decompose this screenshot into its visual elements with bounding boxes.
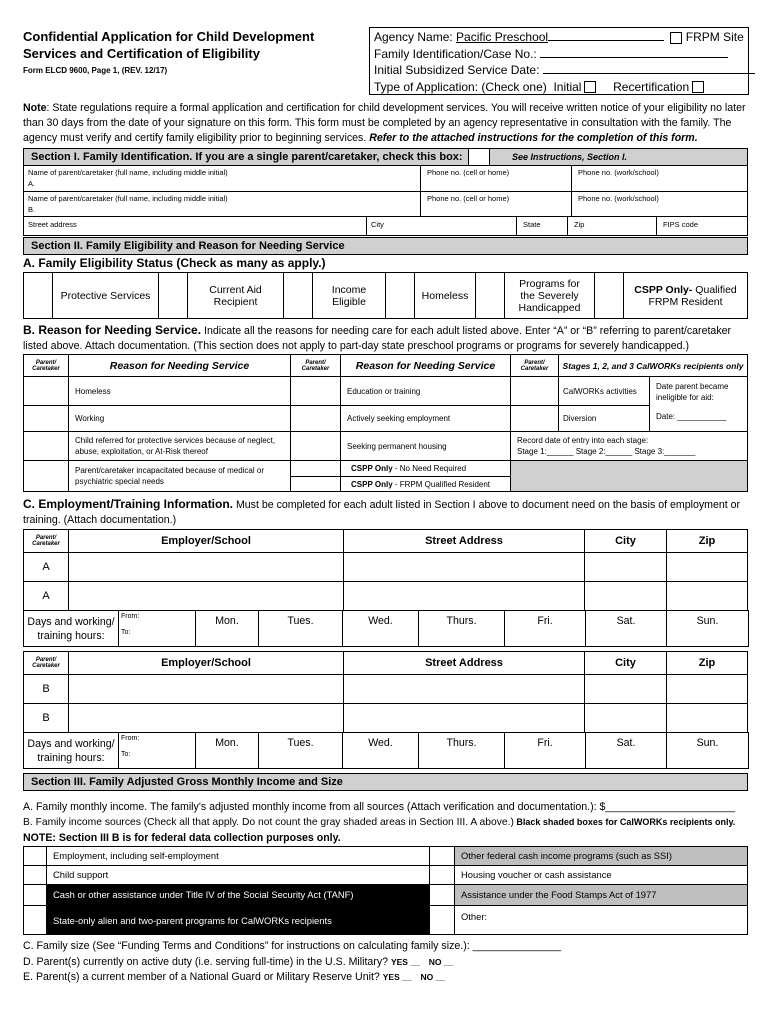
form-number: Form ELCD 9600, Page 1, (REV. 12/17): [23, 66, 168, 75]
day-1-b[interactable]: Tues.: [258, 732, 343, 769]
day-1-a[interactable]: Tues.: [258, 610, 343, 647]
source-ssi: Other federal cash income programs (such as SSI): [454, 846, 748, 866]
reason-seeking-housing: Seeking permanent housing: [340, 431, 511, 461]
agency-name[interactable]: Pacific Preschool: [456, 30, 549, 44]
housing-checkbox[interactable]: [429, 865, 455, 885]
reason-seeking-employment: Actively seeking employment: [340, 405, 511, 432]
recert-checkbox[interactable]: [692, 81, 704, 93]
status-protective: Protective Services: [52, 272, 159, 319]
reason-cspp-frpm: CSPP Only - FRPM Qualified Resident: [340, 476, 511, 492]
pc-header-2: Parent/ Caretaker: [290, 354, 341, 377]
reason-cspp-no-need: CSPP Only - No Need Required: [340, 460, 511, 477]
zip-field-b[interactable]: [666, 703, 748, 733]
parent-b-name-field[interactable]: Name of parent/caretaker (full name, including middle initial) B.: [23, 191, 421, 217]
employer-field-b[interactable]: [68, 674, 344, 704]
reason-protective: Child referred for protective services because of neglect, abuse, exploitation, or At-Risk thereof: [68, 431, 291, 461]
status-income: Income Eligible: [312, 272, 386, 319]
street-field-b[interactable]: [343, 674, 585, 704]
parent-b-phone-cell[interactable]: Phone no. (cell or home): [420, 191, 572, 217]
day-0-b[interactable]: Mon.: [195, 732, 259, 769]
family-id-field[interactable]: [540, 57, 728, 58]
agency-info: Agency Name: Pacific Preschool FRPM Site Family Identification/Case No.: Initial Subsidized Service Date: Type of Application: (Check one) Initial Recertification: [374, 29, 755, 95]
street-field-a[interactable]: [343, 552, 585, 582]
city-header-a: City: [584, 529, 667, 553]
pc-education[interactable]: [290, 376, 341, 406]
child-support-checkbox[interactable]: [23, 865, 47, 885]
zip-field[interactable]: Zip: [567, 216, 657, 236]
source-housing: Housing voucher or cash assistance: [454, 865, 748, 885]
parent-a-name-field[interactable]: Name of parent/caretaker (full name, including middle initial) A.: [23, 165, 421, 192]
protective-checkbox[interactable]: [23, 272, 53, 319]
street-address-field[interactable]: Street address: [23, 216, 367, 236]
status-aid: Current Aid Recipient: [187, 272, 284, 319]
days-label-a: Days and working/ training hours:: [23, 610, 119, 647]
day-6-a[interactable]: Sun.: [666, 610, 749, 647]
source-other[interactable]: Other:: [454, 905, 748, 935]
stage-entry-dates[interactable]: Record date of entry into each stage: Stage 1:______ Stage 2:______ Stage 3:_______: [510, 431, 748, 461]
day-4-b[interactable]: Fri.: [504, 732, 586, 769]
pc-diversion[interactable]: [510, 405, 559, 432]
day-6-b[interactable]: Sun.: [666, 732, 749, 769]
parent-label-b: B: [23, 703, 69, 733]
guard-no[interactable]: NO __: [420, 972, 446, 982]
subsidized-date-field[interactable]: [543, 73, 755, 74]
guard-line: E. Parent(s) a current member of a National Guard or Military Reserve Unit? YES __ NO __: [23, 971, 446, 983]
reason-incapacitated: Parent/caretaker incapacitated because of medical or psychiatric special needs: [68, 460, 291, 492]
pc-working[interactable]: [23, 405, 69, 432]
handicapped-checkbox[interactable]: [475, 272, 505, 319]
parent-b-phone-work[interactable]: Phone no. (work/school): [571, 191, 748, 217]
income-sources-line: B. Family income sources (Check all that apply. Do not count the gray shaded areas in Section III. A above.) Black shaded boxes for CalWORKs recipients only.: [23, 817, 736, 828]
reason-header-2: Reason for Needing Service: [340, 354, 511, 377]
reason-working: Working: [68, 405, 291, 432]
reason-homeless: Homeless: [68, 376, 291, 406]
city-field[interactable]: City: [366, 216, 517, 236]
military-line: D. Parent(s) currently on active duty (i.e. serving full-time) in the U.S. Military? YES __ NO __: [23, 956, 454, 968]
pc-header-emp-a: Parent/ Caretaker: [23, 529, 69, 553]
source-child-support: Child support: [46, 865, 430, 885]
day-5-b[interactable]: Sat.: [585, 732, 667, 769]
income-checkbox[interactable]: [283, 272, 313, 319]
street-header-b: Street Address: [343, 651, 585, 675]
reason-header-1: Reason for Needing Service: [68, 354, 291, 377]
status-cspp: CSPP Only- Qualified FRPM Resident: [623, 272, 748, 319]
zip-field-b[interactable]: [666, 674, 748, 704]
source-food-stamps: Assistance under the Food Stamps Act of 1977: [454, 884, 748, 906]
employer-field-a[interactable]: [68, 552, 344, 582]
note-paragraph: Note: State regulations require a formal application and certification for child development services. You will receive written notice of your eligibility no later than 30 days from the date of your signature on this form. This form must be completed by an agency representative in consultation with the family. The agency must verify and certify family eligibility prior to beginning services. Refer to the attached instructions for the completion of this form.: [23, 102, 746, 144]
pc-incapacitated[interactable]: [23, 460, 69, 492]
zip-header-a: Zip: [666, 529, 748, 553]
calworks-activities: CalWORKs activities: [558, 376, 650, 406]
single-parent-checkbox[interactable]: [468, 149, 490, 165]
pc-header-1: Parent/ Caretaker: [23, 354, 69, 377]
pc-homeless[interactable]: [23, 376, 69, 406]
pc-calworks[interactable]: [510, 376, 559, 406]
stages-header: Stages 1, 2, and 3 CalWORKs recipients only: [558, 354, 748, 377]
status-handicapped: Programs for the Severely Handicapped: [504, 272, 595, 319]
day-0-a[interactable]: Mon.: [195, 610, 259, 647]
monthly-income-line[interactable]: A. Family monthly income. The family's adjusted monthly income from all sources (Attach verification and documentation.): $______________________: [23, 801, 735, 813]
employment-intro: C. Employment/Training Information. Must be completed for each adult listed in Section I above to document need on the basis of employment or training. (Attach documentation.): [23, 497, 741, 526]
aid-checkbox[interactable]: [158, 272, 188, 319]
from-to-a[interactable]: From: To:: [118, 610, 196, 647]
zip-field-a[interactable]: [666, 581, 748, 611]
day-3-b[interactable]: Thurs.: [418, 732, 505, 769]
pc-seeking-employment[interactable]: [290, 405, 341, 432]
employer-header-b: Employer/School: [68, 651, 344, 675]
initial-checkbox[interactable]: [584, 81, 596, 93]
form-title: Confidential Application for Child Development Services and Certification of Eligibility: [23, 29, 315, 61]
tanf-checkbox[interactable]: [23, 884, 47, 906]
day-2-b[interactable]: Wed.: [342, 732, 419, 769]
fips-field[interactable]: FIPS code: [656, 216, 748, 236]
military-yes[interactable]: YES __: [390, 957, 420, 967]
shaded-cell: [510, 460, 748, 492]
city-header-b: City: [584, 651, 667, 675]
days-label-b: Days and working/ training hours:: [23, 732, 119, 769]
street-field-a[interactable]: [343, 581, 585, 611]
parent-label-a: A: [23, 552, 69, 582]
day-3-a[interactable]: Thurs.: [418, 610, 505, 647]
parent-label-a: A: [23, 581, 69, 611]
food-stamps-checkbox[interactable]: [429, 884, 455, 906]
diversion: Diversion: [558, 405, 650, 432]
military-no[interactable]: NO __: [428, 957, 454, 967]
other-checkbox[interactable]: [429, 905, 455, 935]
pc-seeking-housing[interactable]: [290, 431, 341, 461]
day-5-a[interactable]: Sat.: [585, 610, 667, 647]
pc-protective[interactable]: [23, 431, 69, 461]
employer-header-a: Employer/School: [68, 529, 344, 553]
state-field[interactable]: State: [516, 216, 568, 236]
zip-field-a[interactable]: [666, 552, 748, 582]
section3-header: Section III. Family Adjusted Gross Monthly Income and Size: [23, 773, 748, 791]
employer-field-a[interactable]: [68, 581, 344, 611]
source-state-only: State-only alien and two-parent programs for CalWORKs recipients: [46, 905, 430, 935]
ssi-checkbox[interactable]: [429, 846, 455, 866]
pc-header-3: Parent/ Caretaker: [510, 354, 559, 377]
city-field-b[interactable]: [584, 703, 667, 733]
section3-note: NOTE: Section III B is for federal data collection purposes only.: [23, 832, 341, 844]
city-field-a[interactable]: [584, 581, 667, 611]
from-to-b[interactable]: From: To:: [118, 732, 196, 769]
section1-header: Section I. Family Identification. If you are a single parent/caretaker, check this box: See Instructions, Section I.: [23, 148, 748, 166]
guard-yes[interactable]: YES __: [382, 972, 412, 982]
parent-a-phone-cell[interactable]: Phone no. (cell or home): [420, 165, 572, 192]
city-field-a[interactable]: [584, 552, 667, 582]
homeless-checkbox[interactable]: [385, 272, 415, 319]
date-ineligible[interactable]: Date parent became ineligible for aid: Date: ___________: [649, 376, 748, 432]
street-field-b[interactable]: [343, 703, 585, 733]
day-2-a[interactable]: Wed.: [342, 610, 419, 647]
source-employment: Employment, including self-employment: [46, 846, 430, 866]
employer-field-b[interactable]: [68, 703, 344, 733]
pc-cspp-frpm[interactable]: [290, 476, 341, 492]
state-only-checkbox[interactable]: [23, 905, 47, 935]
parent-label-b: B: [23, 674, 69, 704]
employment-checkbox[interactable]: [23, 846, 47, 866]
day-4-a[interactable]: Fri.: [504, 610, 586, 647]
reason-education: Education or training: [340, 376, 511, 406]
zip-header-b: Zip: [666, 651, 748, 675]
family-size-line[interactable]: C. Family size (See “Funding Terms and Conditions” for instructions on calculating family size.): _______________: [23, 940, 561, 952]
eligibility-status-title: A. Family Eligibility Status (Check as many as apply.): [23, 256, 326, 270]
street-header-a: Street Address: [343, 529, 585, 553]
city-field-b[interactable]: [584, 674, 667, 704]
parent-a-phone-work[interactable]: Phone no. (work/school): [571, 165, 748, 192]
frpm-checkbox[interactable]: [670, 32, 682, 44]
pc-cspp-no-need[interactable]: [290, 460, 341, 477]
cspp-checkbox[interactable]: [594, 272, 624, 319]
status-homeless: Homeless: [414, 272, 476, 319]
pc-header-emp-b: Parent/ Caretaker: [23, 651, 69, 675]
section2-header: Section II. Family Eligibility and Reason for Needing Service: [23, 237, 748, 255]
source-tanf: Cash or other assistance under Title IV of the Social Security Act (TANF): [46, 884, 430, 906]
reason-intro: B. Reason for Needing Service. Indicate all the reasons for needing care for each adult listed above. Enter “A” or “B” referring to parent/caretaker listed above. Attach documentation. (This section does not apply to part-day state preschool programs or programs for severely handicapped.): [23, 323, 732, 352]
